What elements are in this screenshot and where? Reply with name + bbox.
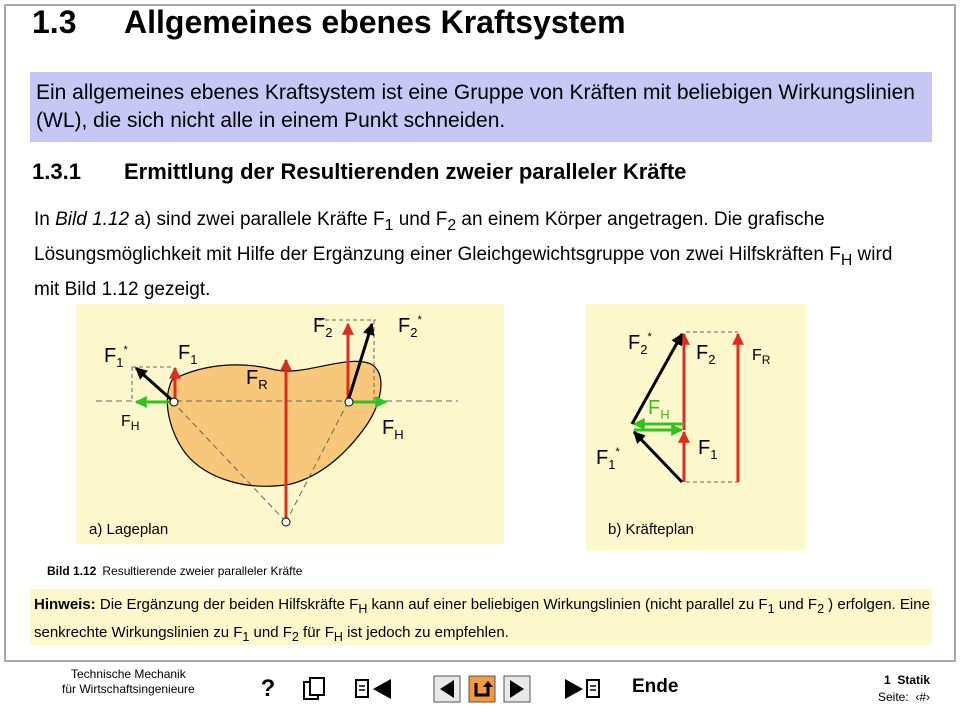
label-F1: $F_1$ bbox=[178, 342, 198, 367]
label-F1-star: $F_1^*$ bbox=[596, 446, 620, 472]
figure-b-kraefteplan bbox=[586, 304, 806, 550]
lageplan-diagram bbox=[76, 304, 504, 544]
label-F2: $F_2$ bbox=[696, 342, 716, 367]
subscript: 2 bbox=[447, 216, 457, 234]
figure-a-caption: a) Lageplan bbox=[89, 521, 169, 538]
application-point bbox=[170, 398, 178, 406]
figure-reference: Bild 1.12 bbox=[55, 209, 130, 230]
figure-caption-text: Resultierende zweier paralleler Kräfte bbox=[102, 564, 303, 578]
intro-text: a) sind zwei parallele Kräfte F bbox=[129, 209, 385, 230]
footer bbox=[0, 660, 960, 720]
subscript: 1 bbox=[384, 216, 394, 234]
hint-text: Hinweis: Die Ergänzung der beiden Hilfskräfte $F_H$ kann auf einer beliebigen Wirkungslinien (nicht parallel zu $F_1$ und $F_2$ ) erfolgen. Eine senkrechte Wirkungslinien zu $F_1$ und $F_2$ für $F_H$ ist jedoch zu empfehlen. bbox=[34, 596, 930, 644]
previous-slide-icon[interactable] bbox=[432, 674, 462, 704]
subsection-title-text: Ermittlung der Resultierenden zweier paralleler Kräfte bbox=[124, 159, 687, 184]
section-number: 1.3 bbox=[32, 4, 77, 40]
force-F1-star-arrow bbox=[634, 432, 682, 482]
help-button[interactable]: ? bbox=[260, 675, 276, 702]
label-F2-star: $F_2^*$ bbox=[398, 314, 422, 340]
hint-box bbox=[30, 589, 932, 645]
subscript: H bbox=[840, 251, 853, 269]
definition-text: Ein allgemeines ebenes Kraftsystem ist eine Gruppe von Kräften mit beliebigen Wirkungslinien (WL), die sich nicht alle in einem Punkt schneiden. bbox=[36, 81, 915, 132]
figure-number: Bild 1.12 bbox=[47, 564, 97, 578]
figure-a-lageplan bbox=[76, 304, 504, 544]
definition-box bbox=[30, 72, 932, 142]
intro-text: an einem Körper angetragen. Die grafische Lösungsmöglichkeit mit Hilfe der Ergänzung einer Gleichgewichtsgruppe von zwei Hilfskräften F bbox=[34, 209, 841, 265]
label-FH: $F_H$ bbox=[648, 397, 670, 422]
label-FR: $F_R$ bbox=[752, 347, 771, 367]
label-FH-left: $F_H$ bbox=[121, 413, 140, 433]
subsection-title bbox=[32, 159, 686, 185]
figure-caption bbox=[47, 564, 302, 578]
intro-paragraph bbox=[34, 205, 904, 304]
first-slide-icon[interactable] bbox=[354, 674, 394, 704]
course-name: Technische Mechanik für Wirtschaftsingenieure bbox=[62, 667, 195, 696]
label-F2-star: $F_2^*$ bbox=[628, 331, 652, 357]
intersection-point bbox=[282, 518, 290, 526]
application-point bbox=[345, 398, 353, 406]
label-F2: $F_2$ bbox=[313, 315, 333, 340]
intro-text: In bbox=[34, 209, 56, 230]
end-button[interactable]: Ende bbox=[632, 676, 679, 697]
subsection-number: 1.3.1 bbox=[32, 159, 81, 184]
force-F1-star-arrow bbox=[136, 368, 174, 402]
kraefteplan-diagram bbox=[586, 304, 806, 550]
return-icon[interactable] bbox=[467, 674, 497, 704]
hint-label: Hinweis: bbox=[34, 596, 96, 613]
section-title-text: Allgemeines ebenes Kraftsystem bbox=[124, 4, 626, 40]
figure-b-caption: b) Kräfteplan bbox=[608, 521, 694, 538]
intro-text: und F bbox=[393, 209, 448, 230]
label-F1-star: $F_1^*$ bbox=[104, 344, 128, 370]
label-FR: $F_R$ bbox=[246, 367, 268, 392]
label-FH-right: $F_H$ bbox=[382, 417, 404, 442]
chapter-info: 1 Statik Seite: ‹#› bbox=[877, 673, 930, 704]
label-F1: $F_1$ bbox=[698, 437, 718, 462]
last-slide-icon[interactable] bbox=[562, 674, 602, 704]
section-title bbox=[32, 4, 626, 41]
pages-icon[interactable] bbox=[298, 674, 332, 704]
next-slide-icon[interactable] bbox=[502, 674, 532, 704]
intro-text: wird mit Bild 1.12 gezeigt. bbox=[34, 243, 893, 300]
